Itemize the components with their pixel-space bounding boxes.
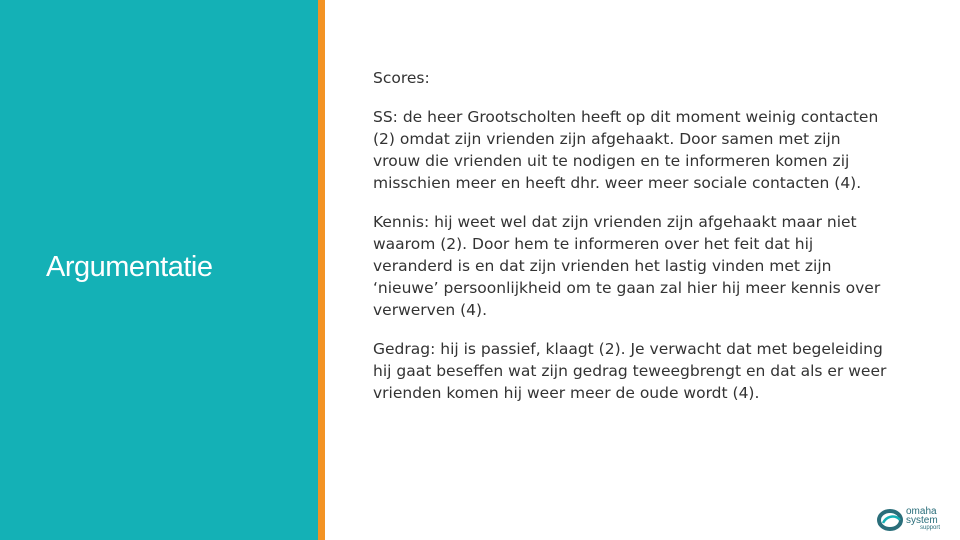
paragraph-kennis: Kennis: hij weet wel dat zijn vrienden zijn afgehaakt maar niet waarom (2). Door hem te informeren over het feit dat hij veranderd is en dat zijn vrienden het lastig vinden met zijn ‘nieuwe’ persoonlijkheid om te gaan zal hier hij meer kennis over verwerven (4). (373, 213, 881, 319)
slide-title: Argumentatie (46, 251, 213, 283)
paragraph-ss: SS: de heer Grootscholten heeft op dit moment weinig contacten (2) omdat zijn vrienden zijn afgehaakt. Door samen met zijn vrouw die vrienden uit te nodigen en te informeren komen zij misschien meer en heeft dhr. weer meer sociale contacten (4). (373, 108, 879, 192)
accent-bar (318, 0, 325, 540)
logo-line-support: support (920, 525, 941, 531)
logo-text (906, 507, 960, 532)
logo-line-omaha: omaha (906, 506, 937, 517)
paragraph-gedrag: Gedrag: hij is passief, klaagt (2). Je verwacht dat met begeleiding hij gaat beseffen wat zijn gedrag teweegbrengt en dat als er weer vrienden komen hij weer meer de oude wordt (4). (373, 340, 887, 402)
logo-line-system: system (906, 515, 938, 526)
omaha-system-logo (876, 505, 960, 540)
paragraph-scores: Scores: (373, 69, 430, 87)
content-body (373, 67, 888, 421)
omaha-swirl-icon (876, 507, 906, 533)
